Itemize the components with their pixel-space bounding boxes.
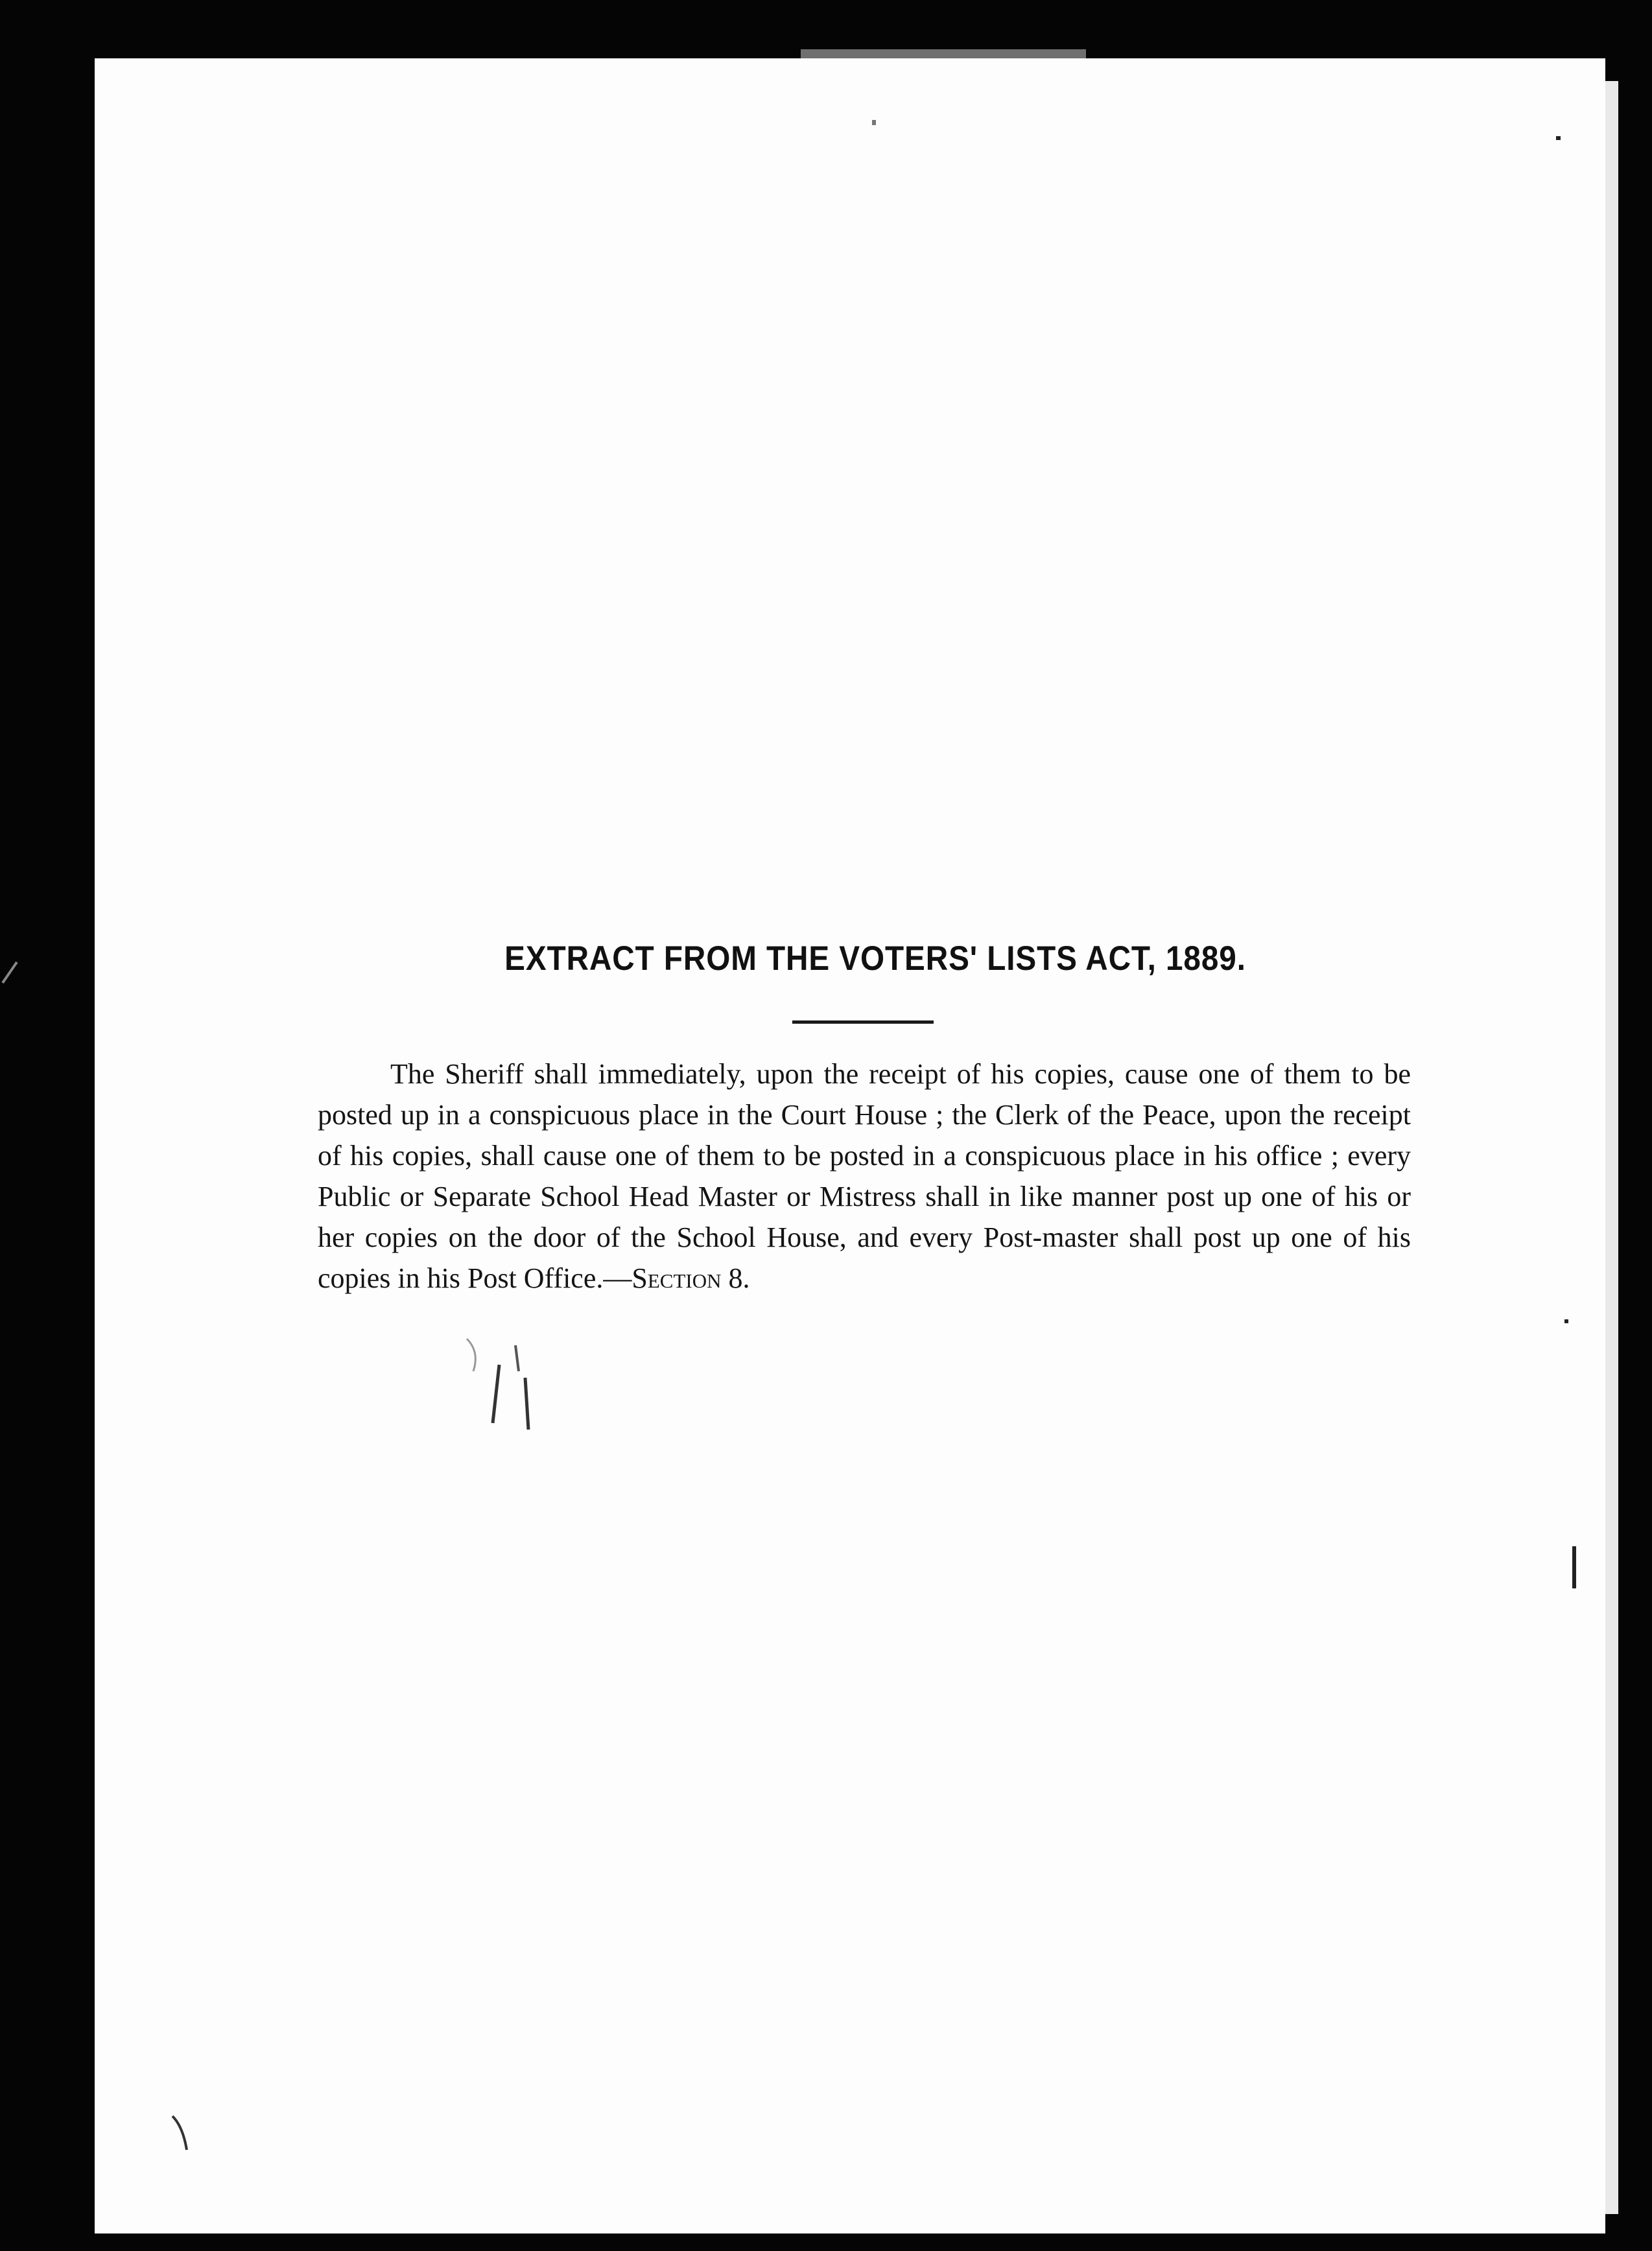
act-extract-text: The Sheriff shall immediately, upon the receipt of his copies, cause one of them to be posted up in a conspicuous place in the Court House ; the Clerk of the Peace, upon the receipt of his copies, shall cause one of them to be posted in a conspicuous place in his office ; every Public or Separate School Head Master or Mistress shall in like manner post up one of his or her copies on the door of the School House, and every Post-master shall post up one of his copies in his Post Office.— [318,1058,1411,1294]
ink-scribble-mark [454,1326,564,1443]
act-extract-paragraph [318,1054,1411,1299]
corner-pencil-mark [170,2114,196,2152]
top-speck [872,120,876,125]
section-reference: Section 8. [631,1262,750,1294]
right-speck [1556,136,1561,140]
document-heading: EXTRACT FROM THE VOTERS' LISTS ACT, 1889. [504,939,1246,978]
right-margin-mark [1572,1546,1576,1588]
margin-speck [1564,1319,1568,1323]
heading-rule [792,1020,934,1024]
left-edge-mark [0,960,19,985]
